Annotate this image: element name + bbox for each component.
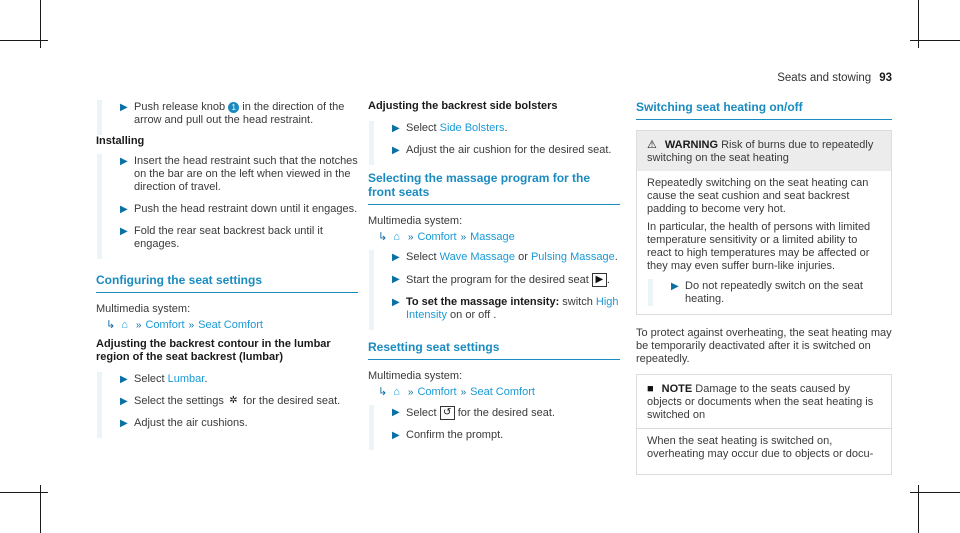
- warning-title: Risk of burns due to repeatedly switching on the seat heating: [647, 139, 874, 164]
- step-item: ▶ Fold the rear seat backrest back until it engages.: [120, 225, 323, 250]
- crop-mark: [910, 492, 960, 493]
- crop-mark: [910, 40, 960, 41]
- note-body: When the seat heating is switched on, overheating may occur due to objects or docu-: [637, 428, 891, 474]
- step-item: ▶ Select Wave Massage or Pulsing Massage.: [392, 251, 618, 263]
- bolsters-steps: [369, 121, 620, 165]
- release-step-group: [97, 100, 358, 135]
- step-arrow-icon: ▶: [392, 297, 400, 308]
- note-icon: ■: [647, 383, 654, 395]
- pulsing-massage-option[interactable]: Pulsing Massage: [530, 251, 615, 263]
- column-1: [96, 100, 358, 438]
- step-arrow-icon: ▶: [671, 281, 679, 292]
- step-item: ▶ Select Lumbar.: [120, 373, 208, 385]
- step-arrow-icon: ▶: [120, 226, 128, 237]
- column-3: [636, 100, 892, 487]
- home-icon: ⌂: [393, 386, 400, 398]
- step-item: ▶ To set the massage intensity: switch High Intensity on or off .: [392, 296, 619, 321]
- step-item: ▶ Push the head restraint down until it engages.: [120, 203, 358, 215]
- multimedia-label: Multimedia system:: [368, 370, 463, 382]
- reset-icon: ↺: [440, 406, 455, 420]
- note-label: NOTE: [661, 383, 693, 395]
- warning-header: [637, 131, 891, 171]
- path-separator-icon: »: [460, 387, 467, 398]
- step-arrow-icon: ▶: [392, 252, 400, 263]
- crop-mark: [0, 492, 48, 493]
- installing-heading: Installing: [96, 135, 145, 147]
- warning-triangle-icon: ⚠: [647, 139, 657, 151]
- path-item-seat-comfort[interactable]: Seat Comfort: [470, 386, 535, 398]
- column-2: [368, 100, 620, 450]
- protect-paragraph: To protect against overheating, the seat heating may be temporarily deactivated after it is switched on repeatedly.: [636, 327, 892, 365]
- massage-heading: Selecting the massage program for the front seats: [368, 171, 620, 205]
- step-arrow-icon: ▶: [120, 102, 128, 113]
- crop-mark: [0, 40, 48, 41]
- step-item: ▶ Select the settings ✲ for the desired seat.: [120, 395, 341, 407]
- step-item: ▶ Adjust the air cushion for the desired seat.: [392, 144, 612, 156]
- massage-steps: [369, 250, 620, 330]
- step-arrow-icon: ▶: [392, 274, 400, 285]
- step-arrow-icon: ▶: [392, 145, 400, 156]
- bolsters-heading: Adjusting the backrest side bolsters: [368, 100, 558, 112]
- step-arrow-icon: ▶: [120, 156, 128, 167]
- step-arrow-icon: ▶: [392, 430, 400, 441]
- page-number: 93: [879, 72, 892, 84]
- warning-panel: [636, 130, 892, 315]
- menu-path: [368, 386, 620, 399]
- lumbar-option[interactable]: Lumbar: [167, 373, 205, 385]
- reset-steps: [369, 405, 620, 450]
- path-hook-icon: ↳: [378, 231, 388, 243]
- step-item: ▶ Start the program for the desired seat ▶ .: [392, 273, 610, 286]
- page-header: [777, 72, 892, 84]
- step-arrow-icon: ▶: [120, 418, 128, 429]
- home-icon: ⌂: [121, 319, 128, 331]
- path-separator-icon: »: [135, 320, 142, 331]
- path-item-seat-comfort[interactable]: Seat Comfort: [198, 319, 263, 331]
- home-icon: ⌂: [393, 231, 400, 243]
- knob-number-badge: 1: [228, 102, 239, 113]
- menu-path: [96, 319, 358, 332]
- note-panel: [636, 374, 892, 475]
- warning-body: Repeatedly switching on the seat heating can cause the seat cushion and seat backrest padding to become very hot. In particular, the health of persons with limited temperature sensitivity or a limited ability to react to high temperatures may be affected or they may even suffer burn-like injuries. ▶ Do not repeatedly switch on the seat heating.: [637, 171, 891, 314]
- high-intensity-option[interactable]: High Intensity: [406, 296, 619, 321]
- path-separator-icon: »: [188, 320, 195, 331]
- path-item-comfort[interactable]: Comfort: [417, 386, 457, 398]
- step-item: ▶ Push release knob 1 in the direction of the arrow and pull out the head restraint.: [120, 101, 345, 126]
- settings-icon: ✲: [229, 395, 238, 407]
- step-item: ▶ Select Side Bolsters.: [392, 122, 508, 134]
- config-heading: Configuring the seat settings: [96, 273, 358, 293]
- warning-label: WARNING: [664, 139, 719, 151]
- path-hook-icon: ↳: [106, 319, 116, 331]
- lumbar-steps: [97, 372, 358, 438]
- step-item: ▶ Select ↺ for the desired seat.: [392, 406, 555, 419]
- step-item: ▶ Adjust the air cushions.: [120, 417, 248, 429]
- step-arrow-icon: ▶: [120, 374, 128, 385]
- section-title: Seats and stowing: [777, 72, 872, 84]
- path-hook-icon: ↳: [378, 386, 388, 398]
- note-title: Damage to the seats caused by objects or documents when the seat heating is switched on: [647, 383, 874, 421]
- step-item: ▶ Confirm the prompt.: [392, 429, 504, 441]
- step-item: ▶ Do not repeatedly switch on the seat heating.: [671, 280, 863, 305]
- lumbar-heading: Adjusting the backrest contour in the lumbar region of the seat backrest (lumbar): [96, 338, 331, 363]
- multimedia-label: Multimedia system:: [368, 215, 463, 227]
- path-item-massage[interactable]: Massage: [470, 231, 515, 243]
- path-item-comfort[interactable]: Comfort: [145, 319, 185, 331]
- step-arrow-icon: ▶: [392, 407, 400, 418]
- reset-heading: Resetting seat settings: [368, 340, 620, 360]
- step-arrow-icon: ▶: [392, 123, 400, 134]
- wave-massage-option[interactable]: Wave Massage: [439, 251, 516, 263]
- installing-steps: [97, 154, 358, 259]
- multimedia-label: Multimedia system:: [96, 303, 191, 315]
- path-separator-icon: »: [407, 387, 414, 398]
- play-icon: ▶: [592, 273, 607, 287]
- side-bolsters-option[interactable]: Side Bolsters: [439, 122, 505, 134]
- path-separator-icon: »: [460, 232, 467, 243]
- step-arrow-icon: ▶: [120, 204, 128, 215]
- heating-heading: Switching seat heating on/off: [636, 100, 892, 120]
- path-item-comfort[interactable]: Comfort: [417, 231, 457, 243]
- note-header: [637, 375, 891, 428]
- step-arrow-icon: ▶: [120, 396, 128, 407]
- step-item: ▶ Insert the head restraint such that the notches on the bar are on the left when viewed in the direction of travel.: [120, 155, 358, 193]
- path-separator-icon: »: [407, 232, 414, 243]
- menu-path: [368, 231, 620, 244]
